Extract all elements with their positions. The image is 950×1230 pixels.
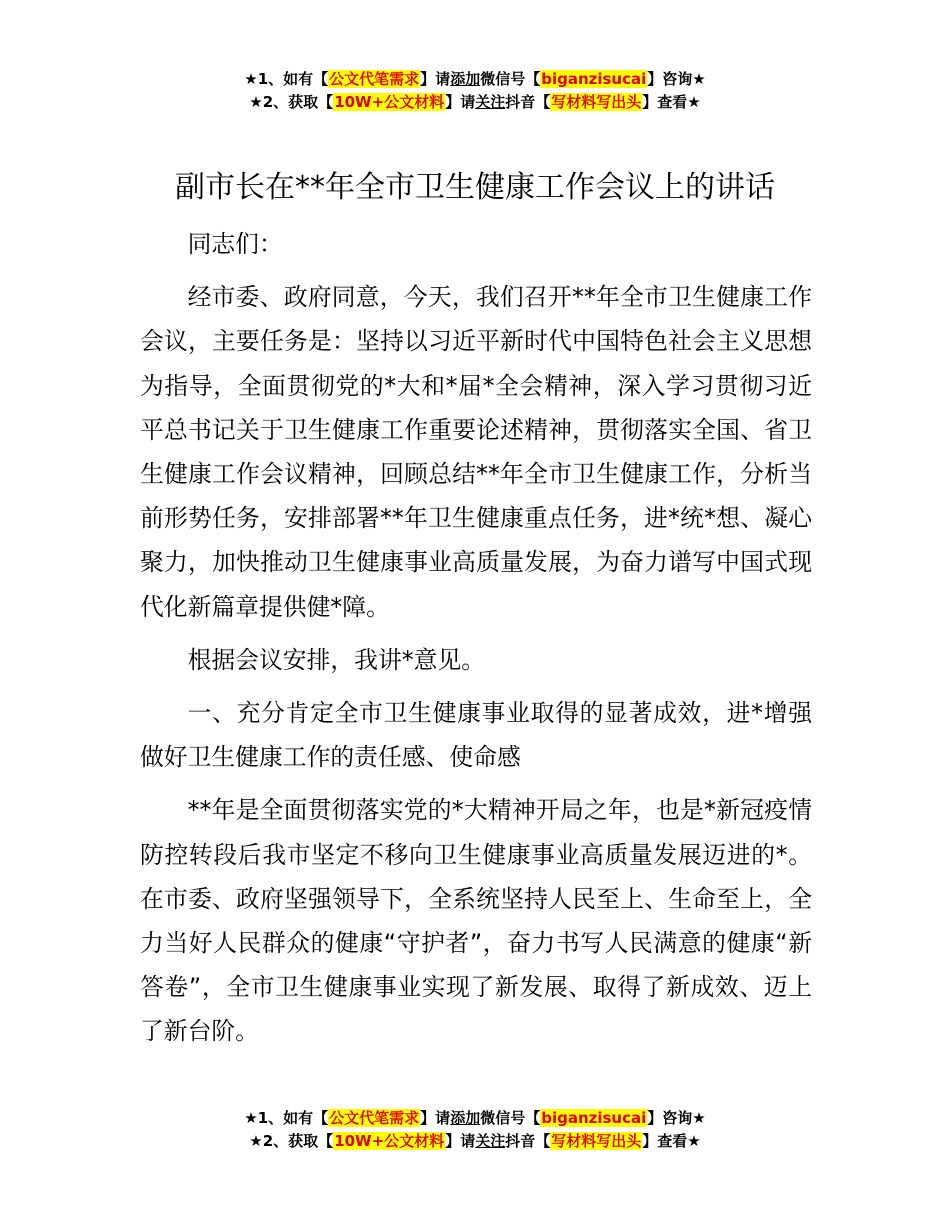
- banner-highlight: 写材料写出头: [551, 1132, 642, 1150]
- banner-text: 】请: [420, 1109, 451, 1127]
- header-banner: [0, 68, 950, 114]
- banner-text: 】查看★: [642, 1132, 701, 1150]
- banner-highlight: biganzisucai: [541, 1109, 647, 1127]
- footer-banner: [0, 1107, 950, 1153]
- banner-text: 】咨询★: [647, 1109, 706, 1127]
- banner-text: 】请: [445, 1132, 476, 1150]
- banner-text: 微信号【: [480, 1109, 541, 1127]
- banner-highlight: 写材料写出头: [551, 93, 642, 111]
- banner-text: 抖音【: [505, 1132, 551, 1150]
- body-paragraph: 经市委、政府同意，今天，我们召开**年全市卫生健康工作会议，主要任务是：坚持以习近平新时代中国特色社会主义思想为指导，全面贯彻党的*大和*届*全会精神，深入学习贯彻习近平总书记关于卫生健康工作重要论述精神，贯彻落实全国、省卫生健康工作会议精神，回顾总结**年全市卫生健康工作，分析当前形势任务，安排部署**年卫生健康重点任务，进*统*想、凝心聚力，加快推动卫生健康事业高质量发展，为奋力谱写中国式现代化新篇章提供健*障。: [140, 283, 812, 621]
- banner-text: ★2、获取【: [249, 1132, 334, 1150]
- banner-text: 微信号【: [480, 70, 541, 88]
- banner-highlight: 10W+公文材料: [334, 1132, 445, 1150]
- banner-highlight: 公文代笔需求: [329, 1109, 420, 1127]
- banner-text: 】咨询★: [647, 70, 706, 88]
- salutation: 同志们：: [187, 230, 283, 258]
- banner-text: 】请: [445, 93, 476, 111]
- document-body: [140, 222, 812, 1063]
- banner-highlight: biganzisucai: [541, 70, 647, 88]
- banner-text: ★1、如有【: [244, 70, 329, 88]
- body-paragraph: 根据会议安排，我讲*意见。: [187, 645, 486, 674]
- banner-line-2: [0, 1130, 950, 1153]
- banner-underlined: 关注: [475, 1132, 506, 1150]
- banner-underlined: 添加: [450, 70, 481, 88]
- banner-line-1: [0, 68, 950, 91]
- body-paragraph: **年是全面贯彻落实党的*大精神开局之年，也是*新冠疫情防控转段后我市坚定不移向卫生健康事业高质量发展迈进的*。在市委、政府坚强领导下，全系统坚持人民至上、生命至上，全力当好人民群众的健康“守护者”，奋力书写人民满意的健康“新答卷”，全市卫生健康事业实现了新发展、取得了新成效、迈上了新台阶。: [140, 796, 812, 1046]
- banner-underlined: 关注: [475, 93, 506, 111]
- banner-text: ★1、如有【: [244, 1109, 329, 1127]
- banner-line-1: [0, 1107, 950, 1130]
- banner-text: 】查看★: [642, 93, 701, 111]
- banner-text: 抖音【: [505, 93, 551, 111]
- section-heading: 一、充分肯定全市卫生健康事业取得的显著成效，进*增强做好卫生健康工作的责任感、使命感: [140, 699, 812, 772]
- banner-underlined: 添加: [450, 1109, 481, 1127]
- banner-line-2: [0, 91, 950, 114]
- banner-text: 】请: [420, 70, 451, 88]
- banner-highlight: 10W+公文材料: [334, 93, 445, 111]
- banner-text: ★2、获取【: [249, 93, 334, 111]
- banner-highlight: 公文代笔需求: [329, 70, 420, 88]
- document-title: 副市长在**年全市卫生健康工作会议上的讲话: [175, 170, 775, 205]
